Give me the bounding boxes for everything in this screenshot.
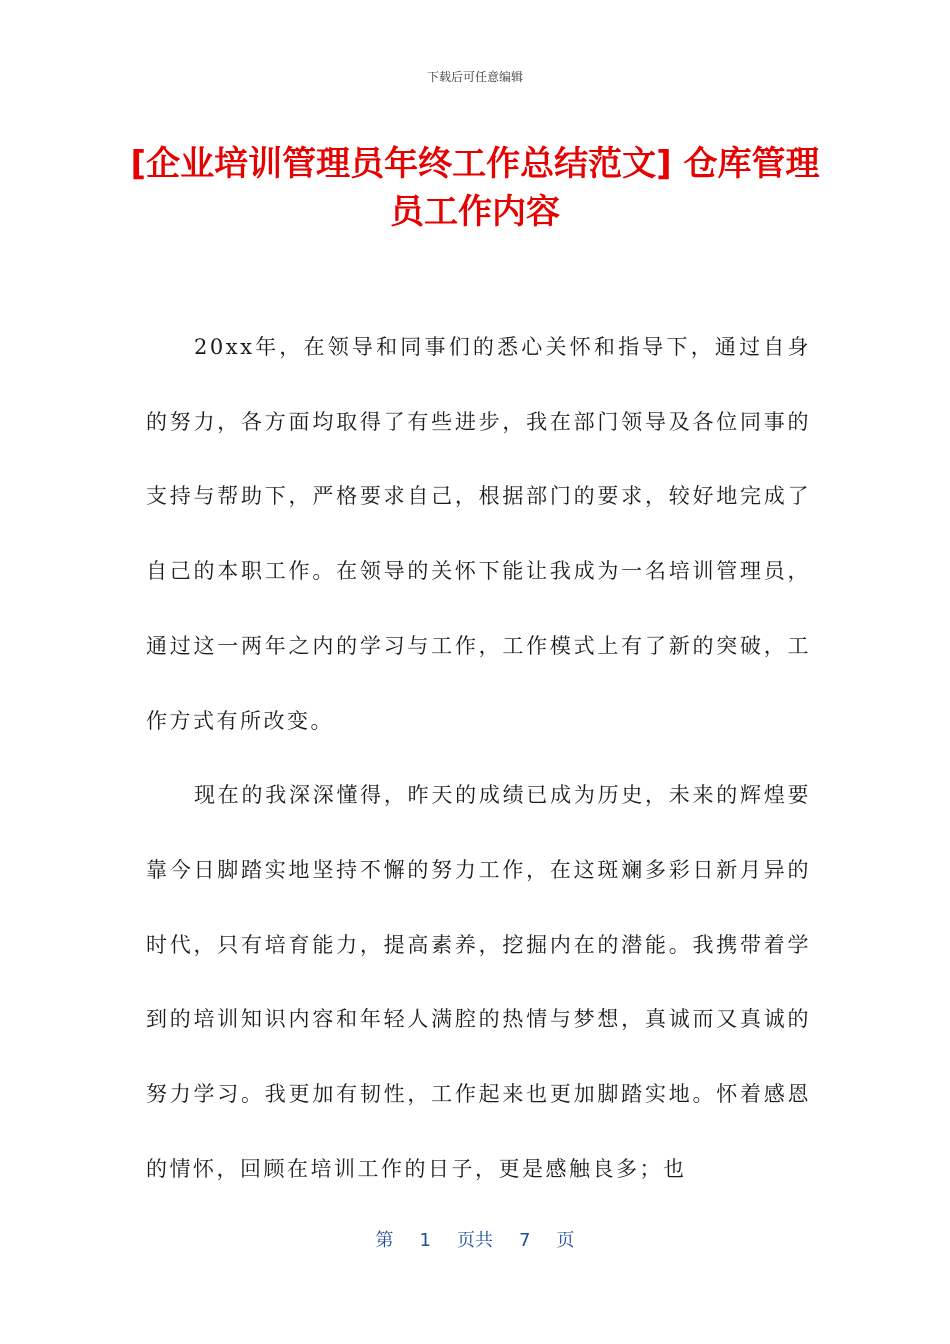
footer-total-pages: 7 xyxy=(519,1230,531,1251)
paragraph-1: 20xx年，在领导和同事们的悉心关怀和指导下，通过自身的努力，各方面均取得了有些进步，我在部门领导及各位同事的支持与帮助下，严格要求自己，根据部门的要求，较好地完成了自己的本职工作。在领导的关怀下能让我成为一名培训管理员，通过这一两年之内的学习与工作，工作模式上有了新的突破，工作方式有所改变。 xyxy=(146,335,811,733)
paragraph-2: 现在的我深深懂得，昨天的成绩已成为历史，未来的辉煌要靠今日脚踏实地坚持不懈的努力工作，在这斑斓多彩日新月异的时代，只有培育能力，提高素养，挖掘内在的潜能。我携带着学到的培训知识内容和年轻人满腔的热情与梦想，真诚而又真诚的努力学习。我更加有韧性，工作起来也更加脚踏实地。怀着感恩的情怀，回顾在培训工作的日子，更是感触良多；也 xyxy=(146,783,811,1181)
document-title: [企业培训管理员年终工作总结范文] 仓库管理员工作内容 xyxy=(130,144,820,232)
page-footer xyxy=(0,1226,950,1252)
footer-middle: 页共 xyxy=(457,1230,493,1251)
footer-current-page: 1 xyxy=(419,1230,431,1251)
footer-suffix: 页 xyxy=(556,1230,575,1251)
header-note: 下载后可任意编辑 xyxy=(426,70,523,84)
footer-prefix: 第 xyxy=(375,1230,394,1251)
document-body xyxy=(146,310,811,1206)
